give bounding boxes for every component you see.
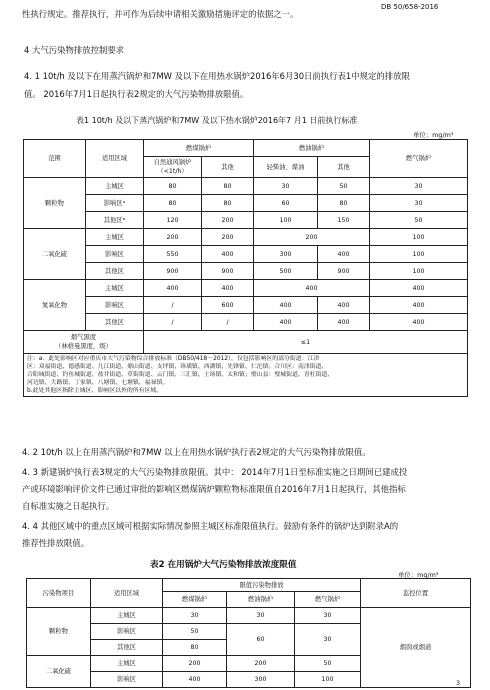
table1-value-cell: 400 [254,314,318,331]
standard-number: DB 50/658-2016 [381,3,439,11]
table2-area-cell: 主城区 [91,656,163,672]
note-line: 河边镇、大路镇、丁家镇、八塘镇、七塘镇、福禄镇。 [27,380,169,386]
table2-area-cell: 影响区 [91,624,163,640]
table1-value-cell: 400 [370,314,468,331]
table1 [23,139,468,397]
table1-value-cell: 400 [254,280,370,297]
para-4-1-line1: 4. 1 10t/h 及以下在用蒸汽锅炉和7MW 及以下在用热水锅炉2016年6月30日前执行表1中规定的排放限 [24,71,410,81]
note-line: 合阳城街道、钓鱼城街道、盐井街道、草街街道、云门镇、三汇镇、土场镇、太和镇；璧山县：璧城街道、青杠街道、 [27,372,334,378]
table1-value-cell: 150 [318,212,370,229]
table2-value-cell: 80 [163,640,227,656]
table-row [24,297,468,314]
table2-value-cell: 200 [227,656,295,672]
table2-value-cell: 30 [163,608,227,624]
note-line: 注：a．此处影响区对应重庆市大气污染物综合排放标准（DB50/418－2012），仅包括影响区的部分街道：江津 [27,356,320,362]
para-4-3-line1: 4. 3 新建锅炉执行表3规定的大气污染物排放限值。其中： 2014年7月1日至标准实施之日期间已建成投 [22,467,408,477]
table2-value-cell: 60 [227,624,295,656]
table1-value-cell: 30 [370,195,468,212]
para-4-3-line2: 产或环境影响评价文件已通过审批的影响区燃煤锅炉颗粒物标准限值自2016年7月1日起执行，其他指标 [22,484,406,494]
table2-header-oil: 燃油锅炉 [227,592,295,608]
table1-value-cell: 400 [144,280,202,297]
table1-value-cell: 400 [254,297,318,314]
table1-note [24,354,468,397]
table1-area-cell: 其他区 [86,263,144,280]
table1-area-cell: 主城区 [86,229,144,246]
smoke-label-line2: （林格曼黑度，级） [55,343,112,350]
table2-pollutant-cell: 二氧化硫 [27,656,91,688]
para-4-3-line3: 自标准实施之日起执行。 [22,501,115,511]
table1-value-cell: 200 [202,212,254,229]
table1-header-area: 适用区域 [86,140,144,178]
table1-value-cell: 50 [370,212,468,229]
table1-value-cell: 200 [254,229,370,246]
table2-header-gas: 燃气锅炉 [295,592,361,608]
note-line: 区：双福街道、德感街道、几江街道、鼎山街道、支坪镇、珞璜镇、西湖镇、先锋镇、仁沱镇；合川区：南津街道、 [27,364,328,370]
table2-value-cell: 300 [227,672,295,688]
table1-value-cell: 400 [202,280,254,297]
table1-value-cell: 120 [144,212,202,229]
table1-value-cell: / [144,297,202,314]
table-row [27,608,471,624]
table-row [24,195,468,212]
table1-area-cell: 影响区ᵃ [86,195,144,212]
table1-value-cell: 500 [254,263,318,280]
table1-value-cell: 400 [318,314,370,331]
para-4-4-line2: 推荐性排放限值。 [22,538,89,548]
top-line-text: 性执行规定。推荐执行，并可作为后续申请相关激励措施评定的依据之一。 [22,9,299,19]
table2-header-coal: 燃煤锅炉 [163,592,227,608]
table1-pollutant-cell: 氮氧化物 [24,280,86,331]
table2-unit: 单位：mg/m³ [398,571,439,579]
table1-value-cell: 100 [254,212,318,229]
table2-header-monitor: 监控位置 [361,579,471,608]
table1-smoke-value: ≤1 [144,331,468,354]
table1-header-coal: 燃煤锅炉 [144,140,254,157]
table1-value-cell: 550 [144,246,202,263]
table1-header-coal-other: 其他 [202,157,254,178]
para-4-1-line2: 值。 2016年7月1日起执行表2规定的大气污染物排放限值。 [24,89,249,99]
table1-header-coal-natural: 自然通风锅炉（<1t/h） [144,157,202,178]
table1-value-cell: 400 [202,246,254,263]
table1-header-oil-light: 轻柴油、煤油 [254,157,318,178]
table1-header-range: 范围 [24,140,86,178]
table1-area-cell: 主城区 [86,178,144,195]
table1-value-cell: 80 [202,195,254,212]
table1-value-cell: 100 [370,263,468,280]
table1-area-cell: 主城区 [86,280,144,297]
table1-value-cell: 200 [202,229,254,246]
table1-area-cell: 影响区 [86,246,144,263]
section-title: 4 大气污染物排放控制要求 [24,45,125,55]
smoke-label-line1: 烟气黑度 [70,334,97,341]
table1-value-cell: 400 [318,246,370,263]
table1-value-cell: 80 [144,178,202,195]
table2-value-cell: 50 [295,656,361,672]
para-4-2: 4. 2 10t/h 以上在用蒸汽锅炉和7MW 以上在用热水锅炉执行表2规定的大气污染物排放限值。 [22,447,371,457]
table1-pollutant-cell: 二氧化硫 [24,229,86,280]
table1-value-cell: 400 [318,297,370,314]
table2-area-cell: 其他区 [91,640,163,656]
table2-value-cell: 30 [295,608,361,624]
table-row [24,354,468,397]
table2-header-area: 适用区域 [91,579,163,608]
table1-value-cell: / [144,314,202,331]
table1-value-cell: 600 [202,297,254,314]
table-row [24,314,468,331]
table-row [24,229,468,246]
table2-value-cell: 200 [163,656,227,672]
table1-value-cell: 50 [318,178,370,195]
table2-value-cell: 400 [163,672,227,688]
table2 [26,578,471,688]
table1-header-oil-other: 其他 [318,157,370,178]
table-row [24,178,468,195]
table2-value-cell: 30 [295,624,361,656]
table2-monitor-cell: 烟囱或烟道 [361,608,471,688]
page-number: 3 [456,679,461,687]
table1-area-cell: 其他区ᵇ [86,212,144,229]
para-4-4-line1: 4. 4 其他区域中的重点区域可根据实际情况参照主城区标准限值执行。鼓励有条件的锅炉达到附录A的 [22,521,399,531]
table1-value-cell: 30 [254,178,318,195]
table-row [24,280,468,297]
table1-header-gas: 燃气锅炉 [370,140,468,178]
table1-caption: 表1 10t/h 及以下蒸汽锅炉和7MW 及以下热水锅炉2016年7 月1 日前执行标准 [76,116,358,125]
table-row [24,331,468,354]
table1-value-cell: 100 [370,246,468,263]
table1-header-oil: 燃油锅炉 [254,140,370,157]
table2-area-cell: 影响区 [91,672,163,688]
table2-value-cell: 50 [163,624,227,640]
table1-value-cell: 300 [254,246,318,263]
table1-value-cell: 60 [254,195,318,212]
table1-unit: 单位：mg/m³ [413,131,454,139]
note-line: b.此处其他区指除主城区、影响区以外的所有区域。 [27,388,163,394]
table-row [24,246,468,263]
table1-value-cell: 30 [370,178,468,195]
table1-value-cell: 100 [370,229,468,246]
table1-value-cell: 80 [144,195,202,212]
table1-value-cell: 400 [370,280,468,297]
table2-area-cell: 主城区 [91,608,163,624]
table1-value-cell: / [202,314,254,331]
table2-header-item: 污染物项目 [27,579,91,608]
table1-value-cell: 200 [144,229,202,246]
table1-value-cell: 80 [318,195,370,212]
table2-value-cell: 100 [295,672,361,688]
table2-header-limit: 限值污染物排放 [163,579,361,592]
table1-value-cell: 900 [202,263,254,280]
table1-area-cell: 影响区 [86,297,144,314]
table1-value-cell: 900 [144,263,202,280]
table1-smoke-label [24,331,144,354]
table2-value-cell: 30 [227,608,295,624]
table1-area-cell: 其他区 [86,314,144,331]
table1-value-cell: 80 [202,178,254,195]
table-row [24,263,468,280]
table1-value-cell: 900 [318,263,370,280]
table1-value-cell: 400 [370,297,468,314]
table2-caption: 表2 在用锅炉大气污染物排放浓度限值 [150,560,297,570]
table2-pollutant-cell: 颗粒物 [27,608,91,656]
table1-pollutant-cell: 颗粒物 [24,178,86,229]
table-row [24,212,468,229]
